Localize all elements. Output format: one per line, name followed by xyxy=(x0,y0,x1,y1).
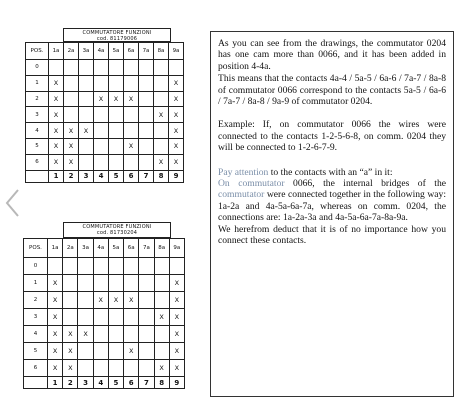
position-label: 3 xyxy=(24,309,48,326)
contact-header: 2a xyxy=(63,239,78,258)
contact-cell: X xyxy=(124,292,139,309)
contact-cell xyxy=(78,309,93,326)
contact-cell xyxy=(139,343,154,360)
contact-cell xyxy=(108,309,123,326)
contact-cell xyxy=(108,343,123,360)
bridges-faded-1: On commutator xyxy=(218,178,285,190)
contact-cell: X xyxy=(49,154,64,170)
contact-cell xyxy=(79,107,94,123)
contact-cell xyxy=(93,275,108,292)
contact-cell: X xyxy=(169,154,184,170)
contact-cell: X xyxy=(124,138,139,154)
contact-cell: X xyxy=(169,326,184,343)
contact-cell xyxy=(108,258,123,275)
contact-cell: X xyxy=(154,309,169,326)
bridges-text-1: 0066, the internal bridges of the xyxy=(284,178,446,190)
contact-cell: X xyxy=(169,107,184,123)
position-label: 4 xyxy=(24,326,48,343)
contact-cell: X xyxy=(169,123,184,139)
contact-cell xyxy=(139,326,154,343)
contact-cell xyxy=(63,275,78,292)
contact-cell xyxy=(154,123,169,139)
contact-cell xyxy=(109,138,124,154)
contact-header: 8a xyxy=(154,43,169,60)
contact-cell: X xyxy=(49,107,64,123)
footer-empty xyxy=(24,377,48,389)
contact-cell xyxy=(94,60,109,76)
table-row xyxy=(26,60,184,76)
contact-cell xyxy=(169,60,184,76)
contact-header: 5a xyxy=(108,239,123,258)
contact-cell xyxy=(124,107,139,123)
contact-cell xyxy=(78,258,93,275)
table-row xyxy=(24,258,185,275)
contact-cell xyxy=(48,258,63,275)
contact-cell xyxy=(108,275,123,292)
contact-cell: X xyxy=(49,138,64,154)
contact-cell xyxy=(124,258,139,275)
contact-cell: X xyxy=(48,326,63,343)
contact-header: 4a xyxy=(94,43,109,60)
contact-cell xyxy=(79,75,94,91)
contact-cell xyxy=(78,360,93,377)
paragraph-example: Example: If, on commutator 0066 the wires were connected to the contacts 1-2-5-6-8, on comm. 0204 they will be connected to 1-2-6-7-9. xyxy=(218,119,446,154)
contact-cell: X xyxy=(124,343,139,360)
contact-cell xyxy=(139,292,154,309)
contact-cell xyxy=(93,309,108,326)
position-label: 6 xyxy=(26,154,49,170)
contact-cell xyxy=(93,326,108,343)
contact-cell: X xyxy=(108,292,123,309)
contact-cell xyxy=(64,75,79,91)
contact-number: 6 xyxy=(124,170,139,182)
contact-cell xyxy=(124,60,139,76)
table-row xyxy=(24,275,185,292)
contact-header: 9a xyxy=(169,43,184,60)
table-row xyxy=(26,107,184,123)
contact-cell xyxy=(93,343,108,360)
contact-cell xyxy=(139,309,154,326)
contact-cell xyxy=(109,75,124,91)
switch-table-bottom xyxy=(23,222,184,392)
contact-cell xyxy=(139,91,154,107)
contact-cell xyxy=(154,91,169,107)
contact-cell xyxy=(154,75,169,91)
contact-cell: X xyxy=(169,360,184,377)
table-code: cod. 81179006 xyxy=(96,36,138,42)
table-row xyxy=(26,154,184,170)
contact-number: 2 xyxy=(63,377,78,389)
contact-number: 7 xyxy=(139,377,154,389)
table-title-line1: COMMUTATORE FUNZIONI xyxy=(82,224,152,230)
contact-cell xyxy=(124,309,139,326)
contact-header: 6a xyxy=(124,239,139,258)
contact-cell: X xyxy=(78,326,93,343)
contact-cell: X xyxy=(48,275,63,292)
table-row xyxy=(26,138,184,154)
table-row xyxy=(26,75,184,91)
table-row xyxy=(24,292,185,309)
contact-cell xyxy=(94,107,109,123)
contact-number: 9 xyxy=(169,377,184,389)
contact-cell xyxy=(109,154,124,170)
table-title-bottom xyxy=(63,222,171,238)
contact-cell xyxy=(154,326,169,343)
contact-cell: X xyxy=(63,360,78,377)
contact-header: 6a xyxy=(124,43,139,60)
contact-header: 1a xyxy=(49,43,64,60)
contact-cell xyxy=(109,60,124,76)
contact-cell xyxy=(78,292,93,309)
contact-cell: X xyxy=(49,123,64,139)
contact-cell xyxy=(63,258,78,275)
contact-cell xyxy=(79,154,94,170)
table-row xyxy=(24,309,185,326)
contact-cell: X xyxy=(49,91,64,107)
contact-cell xyxy=(94,138,109,154)
contact-header: 4a xyxy=(93,239,108,258)
contact-number: 2 xyxy=(64,170,79,182)
contact-number: 3 xyxy=(79,170,94,182)
pos-header: POS. xyxy=(26,43,49,60)
paragraph-attention xyxy=(218,167,446,178)
contact-cell xyxy=(169,258,184,275)
footer-empty xyxy=(26,170,49,182)
contact-header: 3a xyxy=(78,239,93,258)
switch-table-top xyxy=(25,28,183,190)
paragraph-intro: As you can see from the drawings, the commutator 0204 has one cam more than 0066, and it has been added in position 4-4a. xyxy=(218,38,446,72)
contact-header: 1a xyxy=(48,239,63,258)
table-row xyxy=(26,123,184,139)
contact-cell xyxy=(124,154,139,170)
table-title-line1: COMMUTATORE FUNZIONI xyxy=(82,30,152,36)
contact-cell xyxy=(109,123,124,139)
contact-cell: X xyxy=(48,309,63,326)
contact-number: 4 xyxy=(93,377,108,389)
contact-cell xyxy=(154,138,169,154)
position-label: 5 xyxy=(24,343,48,360)
contact-cell xyxy=(124,75,139,91)
contact-cell: X xyxy=(64,154,79,170)
contact-number: 1 xyxy=(48,377,63,389)
contact-header: 9a xyxy=(169,239,184,258)
contact-cell xyxy=(139,154,154,170)
table-row xyxy=(26,91,184,107)
chevron-left-icon[interactable] xyxy=(4,188,22,218)
bridges-faded-2: commutator xyxy=(218,189,265,201)
position-label: 2 xyxy=(26,91,49,107)
position-label: 1 xyxy=(24,275,48,292)
contact-grid-top xyxy=(25,42,184,183)
contact-cell xyxy=(154,292,169,309)
position-label: 4 xyxy=(26,123,49,139)
contact-cell: X xyxy=(154,107,169,123)
paragraph-bridges xyxy=(218,178,446,224)
contact-number: 5 xyxy=(109,170,124,182)
contact-cell xyxy=(93,360,108,377)
contact-cell: X xyxy=(169,343,184,360)
contact-number: 3 xyxy=(78,377,93,389)
contact-cell xyxy=(94,123,109,139)
contact-header: 7a xyxy=(139,239,154,258)
contact-cell xyxy=(154,60,169,76)
contact-cell xyxy=(154,258,169,275)
contact-header: 8a xyxy=(154,239,169,258)
contact-number: 5 xyxy=(108,377,123,389)
contact-cell xyxy=(78,275,93,292)
contact-cell: X xyxy=(49,75,64,91)
contact-cell xyxy=(64,107,79,123)
contact-cell xyxy=(139,258,154,275)
table-row xyxy=(24,343,185,360)
contact-cell: X xyxy=(109,91,124,107)
table-title-top xyxy=(63,28,171,42)
contact-header: 5a xyxy=(109,43,124,60)
contact-cell xyxy=(78,343,93,360)
contact-cell xyxy=(79,138,94,154)
contact-cell xyxy=(94,154,109,170)
contact-cell xyxy=(124,360,139,377)
contact-header: 7a xyxy=(139,43,154,60)
contact-cell xyxy=(139,138,154,154)
contact-cell: X xyxy=(79,123,94,139)
contact-cell xyxy=(139,123,154,139)
contact-cell xyxy=(108,360,123,377)
contact-cell xyxy=(79,60,94,76)
contact-cell: X xyxy=(124,91,139,107)
contact-cell xyxy=(139,60,154,76)
table-row xyxy=(24,326,185,343)
contact-cell: X xyxy=(93,292,108,309)
contact-cell: X xyxy=(169,309,184,326)
contact-number: 4 xyxy=(94,170,109,182)
contact-cell: X xyxy=(169,91,184,107)
attention-rest: to the contacts with an “a” in it: xyxy=(268,166,393,178)
contact-number: 6 xyxy=(124,377,139,389)
contact-header: 2a xyxy=(64,43,79,60)
contact-grid-bottom xyxy=(23,238,185,389)
contact-cell xyxy=(63,309,78,326)
contact-cell xyxy=(139,107,154,123)
contact-cell: X xyxy=(169,138,184,154)
contact-cell xyxy=(79,91,94,107)
contact-cell xyxy=(63,292,78,309)
contact-cell: X xyxy=(48,343,63,360)
position-label: 0 xyxy=(24,258,48,275)
paragraph-correspondence: This means that the contacts 4a-4 / 5a-5 / 6a-6 / 7a-7 / 8a-8 of commutator 0066 correspond to the contacts 5a-5 / 6a-6 / 7a-7 / 8a-8 / 9a-9 of commutator 0204. xyxy=(218,73,446,108)
contact-cell xyxy=(124,275,139,292)
table-row xyxy=(24,360,185,377)
contact-cell xyxy=(94,75,109,91)
position-label: 5 xyxy=(26,138,49,154)
contact-cell: X xyxy=(154,360,169,377)
position-label: 3 xyxy=(26,107,49,123)
position-label: 2 xyxy=(24,292,48,309)
contact-cell xyxy=(93,258,108,275)
contact-cell xyxy=(139,275,154,292)
position-label: 6 xyxy=(24,360,48,377)
contact-cell xyxy=(64,60,79,76)
contact-cell: X xyxy=(169,275,184,292)
contact-number: 7 xyxy=(139,170,154,182)
pos-header: POS. xyxy=(24,239,48,258)
contact-cell xyxy=(139,75,154,91)
contact-cell xyxy=(49,60,64,76)
paragraph-conclusion: We herefrom deduct that it is of no importance how you connect these contacts. xyxy=(218,223,446,247)
contact-cell xyxy=(154,343,169,360)
contact-number: 1 xyxy=(49,170,64,182)
contact-number: 8 xyxy=(154,170,169,182)
contact-cell: X xyxy=(169,75,184,91)
contact-cell xyxy=(64,91,79,107)
contact-cell: X xyxy=(63,326,78,343)
contact-cell xyxy=(154,275,169,292)
contact-cell xyxy=(124,326,139,343)
contact-header: 3a xyxy=(79,43,94,60)
contact-cell: X xyxy=(63,343,78,360)
explanation-textbox xyxy=(210,31,454,397)
contact-cell xyxy=(108,326,123,343)
bridges-text-2: were connected together in the following way: 1a-2a and 4a-5a-6a-7a, whereas on comm. 0204, the connections are: 1a-2a-3a and 4a-5a-6a-7a-8a-9a. xyxy=(218,189,446,224)
attention-faded: Pay attention xyxy=(218,166,269,178)
contact-cell xyxy=(109,107,124,123)
contact-cell: X xyxy=(48,292,63,309)
contact-number: 8 xyxy=(154,377,169,389)
contact-number: 9 xyxy=(169,170,184,182)
position-label: 0 xyxy=(26,60,49,76)
contact-cell: X xyxy=(154,154,169,170)
contact-cell: X xyxy=(64,138,79,154)
contact-cell: X xyxy=(48,360,63,377)
contact-cell: X xyxy=(169,292,184,309)
contact-cell: X xyxy=(64,123,79,139)
table-code: cod. 81730204 xyxy=(96,230,138,236)
position-label: 1 xyxy=(26,75,49,91)
contact-cell xyxy=(124,123,139,139)
contact-cell xyxy=(139,360,154,377)
contact-cell: X xyxy=(94,91,109,107)
